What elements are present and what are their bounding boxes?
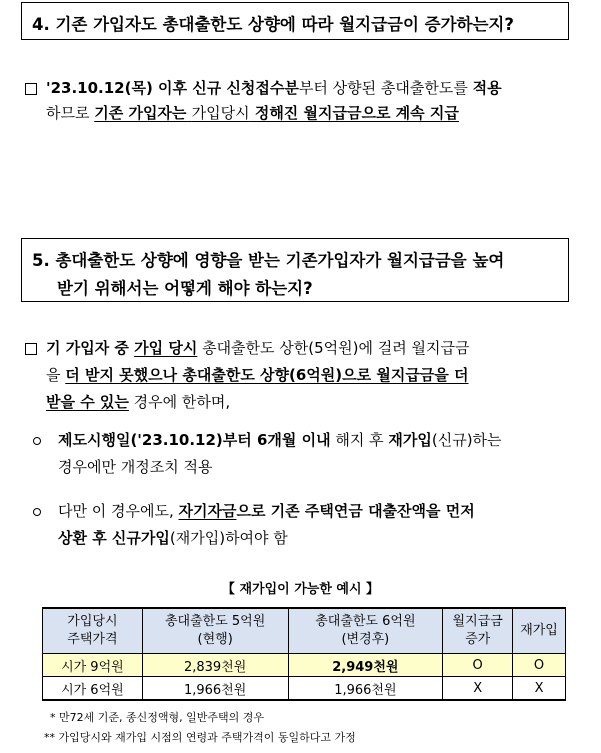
q5-paragraph-line-1: 기 가입자 중 가입 당시 총대출한도 상한(5억원)에 걸려 월지급금	[46, 339, 470, 357]
table-row: 시가 6억원 1,966천원 1,966천원 X X	[43, 677, 566, 701]
q5-condition-1-line-1: 제도시행일('23.10.12)부터 6개월 이내 해지 후 재가입(신규)하는	[58, 431, 502, 449]
q4-date-text: '23.10.12(목) 이후 신규 신청접수분	[46, 79, 299, 97]
question-4-heading: 4. 기존 가입자도 총대출한도 상향에 따라 월지급금이 증가하는지?	[32, 15, 514, 34]
table-header-row	[43, 608, 566, 654]
circle-bullet-icon	[33, 508, 41, 516]
q4-answer-line-2: 하므로 기존 가입자는 가입당시 정해진 월지급금으로 계속 지급	[46, 104, 459, 122]
example-caption: 【 재가입이 가능한 예시 】	[221, 582, 380, 597]
square-bullet-icon	[25, 343, 37, 355]
question-5-box	[21, 238, 569, 302]
q5-condition-1-line-2: 경우에만 개정조치 적용	[58, 458, 213, 476]
question-4-box	[21, 2, 569, 40]
q5-condition-2-line-1: 다만 이 경우에도, 자기자금으로 기존 주택연금 대출잔액을 먼저	[58, 502, 475, 520]
q5-paragraph-line-2: 을 더 받지 못했으나 총대출한도 상향(6억원)으로 월지급금을 더	[46, 366, 469, 384]
question-5-heading-line-1: 5. 총대출한도 상향에 영향을 받는 기존가입자가 월지급금을 높여	[32, 251, 505, 270]
circle-bullet-icon	[33, 437, 41, 445]
q5-condition-2-line-2: 상환 후 신규가입(재가입)하여야 함	[58, 529, 288, 547]
header-monthly-increase: 월지급금 증가	[443, 608, 513, 654]
example-table	[42, 607, 566, 701]
header-limit-current: 총대출한도 5억원 (현행)	[142, 608, 288, 654]
header-rejoin: 재가입	[513, 608, 566, 654]
q4-answer-line-1: '23.10.12(목) 이후 신규 신청접수분부터 상향된 총대출한도를 적용	[46, 79, 502, 97]
header-limit-changed: 총대출한도 6억원 (변경후)	[288, 608, 443, 654]
question-5-heading-line-2: 받기 위해서는 어떻게 해야 하는지?	[57, 279, 313, 298]
square-bullet-icon	[25, 83, 37, 95]
table-row: 시가 9억원 2,839천원 2,949천원 O O	[43, 654, 566, 677]
footnote-1: * 만72세 기준, 종신정액형, 일반주택의 경우	[50, 711, 264, 724]
footnote-2: ** 가입당시와 재가입 시점의 연령과 주택가격이 동일하다고 가정	[44, 731, 356, 744]
header-house-price: 가입당시 주택가격	[43, 608, 143, 654]
q5-paragraph-line-3: 받을 수 있는 경우에 한하며,	[46, 393, 231, 411]
